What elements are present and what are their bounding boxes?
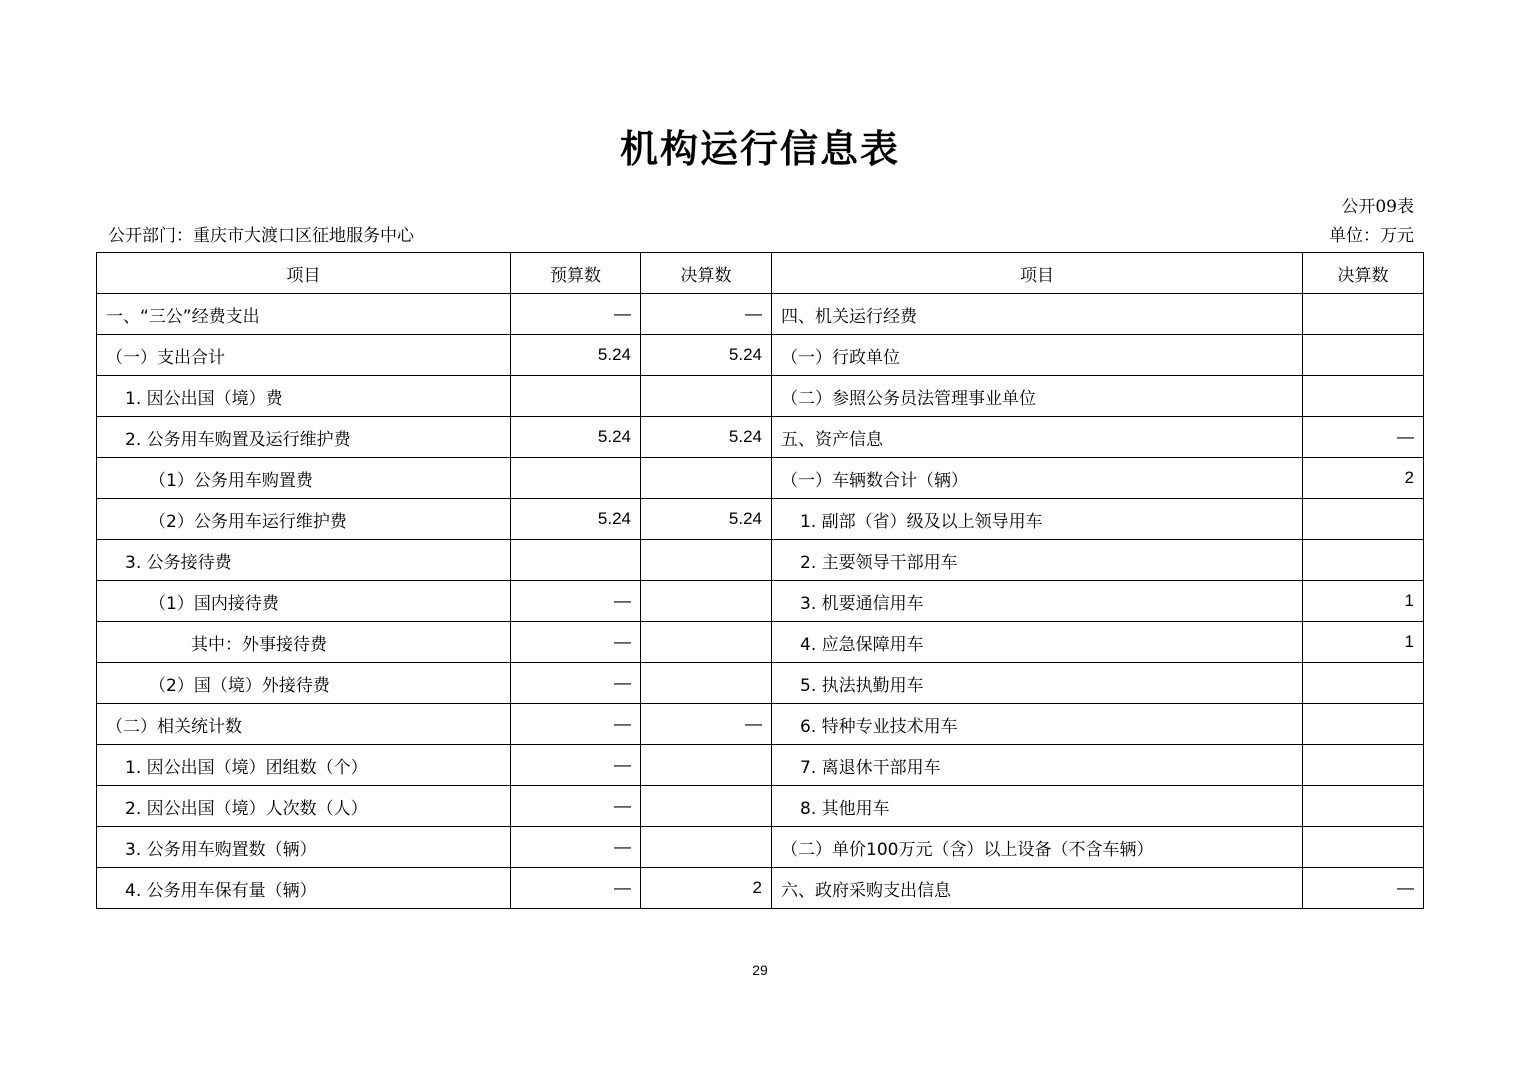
row-item-left: （2）国（境）外接待费 <box>97 663 511 704</box>
row-final-right: 2 <box>1303 458 1424 499</box>
row-final: — <box>641 294 772 335</box>
page-number: 29 <box>752 962 768 978</box>
row-item-right: 8. 其他用车 <box>772 786 1303 827</box>
department-label: 公开部门：重庆市大渡口区征地服务中心 <box>108 226 414 246</box>
row-budget <box>511 540 641 581</box>
row-item-left: 4. 公务用车保有量（辆） <box>97 868 511 909</box>
row-item-left: 2. 因公出国（境）人次数（人） <box>97 786 511 827</box>
row-item-left: 1. 因公出国（境）团组数（个） <box>97 745 511 786</box>
row-budget <box>511 376 641 417</box>
header-final-right: 决算数 <box>1303 253 1424 294</box>
row-budget <box>511 458 641 499</box>
row-final <box>641 786 772 827</box>
table-row <box>97 581 1424 622</box>
row-item-right: 5. 执法执勤用车 <box>772 663 1303 704</box>
row-item-right: 7. 离退休干部用车 <box>772 745 1303 786</box>
row-item-right: 2. 主要领导干部用车 <box>772 540 1303 581</box>
row-final <box>641 540 772 581</box>
row-final-right <box>1303 376 1424 417</box>
unit-label: 单位：万元 <box>1329 226 1414 246</box>
row-item-right: （二）参照公务员法管理事业单位 <box>772 376 1303 417</box>
row-budget: — <box>511 786 641 827</box>
row-final: — <box>641 704 772 745</box>
row-budget: — <box>511 663 641 704</box>
row-final-right <box>1303 786 1424 827</box>
row-item-left: 其中：外事接待费 <box>97 622 511 663</box>
row-final-right <box>1303 827 1424 868</box>
row-budget: — <box>511 745 641 786</box>
row-final: 2 <box>641 868 772 909</box>
row-final-right <box>1303 499 1424 540</box>
row-budget: 5.24 <box>511 499 641 540</box>
table-row <box>97 704 1424 745</box>
row-final <box>641 622 772 663</box>
row-final <box>641 745 772 786</box>
header-budget: 预算数 <box>511 253 641 294</box>
row-final-right: 1 <box>1303 581 1424 622</box>
row-final-right <box>1303 745 1424 786</box>
row-final-right: — <box>1303 868 1424 909</box>
row-final: 5.24 <box>641 417 772 458</box>
table-row <box>97 417 1424 458</box>
row-budget: — <box>511 294 641 335</box>
row-budget: — <box>511 827 641 868</box>
row-final-right <box>1303 663 1424 704</box>
row-budget: 5.24 <box>511 417 641 458</box>
table-row <box>97 376 1424 417</box>
row-final <box>641 581 772 622</box>
header-item-left: 项目 <box>97 253 511 294</box>
row-item-left: 3. 公务用车购置数（辆） <box>97 827 511 868</box>
row-final <box>641 827 772 868</box>
row-final <box>641 663 772 704</box>
table-row <box>97 294 1424 335</box>
row-budget: — <box>511 581 641 622</box>
row-final <box>641 458 772 499</box>
row-item-right: 五、资产信息 <box>772 417 1303 458</box>
page-title: 机构运行信息表 <box>619 127 900 171</box>
row-final-right: 1 <box>1303 622 1424 663</box>
row-item-left: （1）国内接待费 <box>97 581 511 622</box>
header-item-right: 项目 <box>772 253 1303 294</box>
table-header-row <box>97 253 1424 294</box>
table-row <box>97 458 1424 499</box>
row-item-right: 六、政府采购支出信息 <box>772 868 1303 909</box>
info-table <box>96 252 1424 909</box>
table-row <box>97 663 1424 704</box>
row-item-right: （一）行政单位 <box>772 335 1303 376</box>
table-row <box>97 335 1424 376</box>
row-item-right: 3. 机要通信用车 <box>772 581 1303 622</box>
row-item-left: 2. 公务用车购置及运行维护费 <box>97 417 511 458</box>
row-budget: — <box>511 622 641 663</box>
row-budget: — <box>511 704 641 745</box>
table-number: 公开09表 <box>1341 197 1414 217</box>
table-row <box>97 745 1424 786</box>
row-final-right: — <box>1303 417 1424 458</box>
row-item-right: （二）单价100万元（含）以上设备（不含车辆） <box>772 827 1303 868</box>
table-row <box>97 827 1424 868</box>
row-item-left: （一）支出合计 <box>97 335 511 376</box>
header-final-left: 决算数 <box>641 253 772 294</box>
row-item-left: 3. 公务接待费 <box>97 540 511 581</box>
row-item-right: 四、机关运行经费 <box>772 294 1303 335</box>
row-budget: — <box>511 868 641 909</box>
row-item-right: 6. 特种专业技术用车 <box>772 704 1303 745</box>
row-item-right: （一）车辆数合计（辆） <box>772 458 1303 499</box>
row-item-left: 一、“三公”经费支出 <box>97 294 511 335</box>
row-budget: 5.24 <box>511 335 641 376</box>
table-row <box>97 868 1424 909</box>
row-item-left: 1. 因公出国（境）费 <box>97 376 511 417</box>
row-final-right <box>1303 704 1424 745</box>
row-item-left: （二）相关统计数 <box>97 704 511 745</box>
row-final-right <box>1303 294 1424 335</box>
row-final-right <box>1303 540 1424 581</box>
row-item-left: （2）公务用车运行维护费 <box>97 499 511 540</box>
row-item-left: （1）公务用车购置费 <box>97 458 511 499</box>
row-item-right: 4. 应急保障用车 <box>772 622 1303 663</box>
table-row <box>97 540 1424 581</box>
row-final <box>641 376 772 417</box>
row-final: 5.24 <box>641 499 772 540</box>
table-row <box>97 499 1424 540</box>
table-row <box>97 786 1424 827</box>
row-final-right <box>1303 335 1424 376</box>
row-final: 5.24 <box>641 335 772 376</box>
row-item-right: 1. 副部（省）级及以上领导用车 <box>772 499 1303 540</box>
table-row <box>97 622 1424 663</box>
